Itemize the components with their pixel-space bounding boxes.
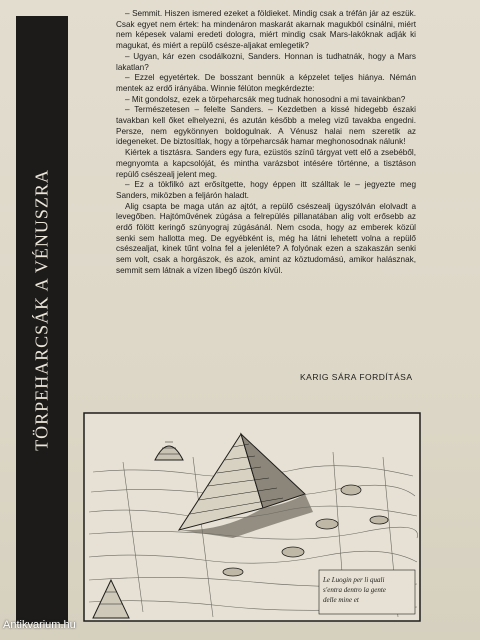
side-title: TÖRPEHARCSÁK A VÉNUSZRA [31, 169, 52, 451]
translator-credit: KARIG SÁRA FORDÍTÁSA [300, 372, 413, 382]
paragraph: – Mit gondolsz, ezek a törpeharcsák meg tudnak honosodni a mi tavainkban? [125, 94, 406, 104]
paragraph: – Ugyan, kár ezen csodálkozni, Sanders. Honnan is tudhatnák, hogy a Mars lakatlan? [116, 51, 416, 72]
watermark: Antikvarium.hu [3, 619, 76, 631]
figure-caption-line: Le Luogin per li quali [323, 576, 385, 584]
paragraph: Alig csapta be maga után az ajtót, a repülő csészealj ügyszólván elolvadt a levegőben. Hajtóművének zúgása a felrepülés pillanatában alig volt erősebb az erdő fölött keringő szúnyograj zúgásánál. Nem csoda, hogy az emberek közül senki sem hallotta meg. De egyébként is, még ha látni lehetett volna a repülő csészealjat, kinek tűnt volna fel a jelenléte? A folyónak ezen a szakaszán senki sem volt, csak a horgászok, és azok, amint az köztudomású, amikor halásznak, semmit sem látnak a vízen libegő úszón kívül. [116, 201, 416, 275]
paragraph: Kiértek a tisztásra. Sanders egy fura, ezüstös színű tárgyat vett elő a zsebéből, megnyomta a kapcsolóját, és mintha varázsbot intésére történne, a tisztáson repülő csészealj jelent meg. [116, 148, 416, 179]
paragraph: – Semmit. Hiszen ismered ezeket a földieket. Mindig csak a tréfán jár az eszük. Csak egyet nem értek: ha mindenáron maskarát akarnak magukból csinálni, miért nem képesek valami eredeti dologra, miért mindig csak Mars-lakóknak adják ki magukat, és miért a repülő csésze-aljakat emlegetik? [116, 9, 416, 51]
paragraph: – Ez a tökfilkó azt erősítgette, hogy éppen itt szálltak le – jegyezte meg Sanders, miközben a feljárón haladt. [116, 180, 416, 200]
paragraph: – Ezzel egyetértek. De bosszant bennük a képzelet teljes hiánya. Némán mentek az erdő irányába. Winnie félúton megkérdezte: [116, 73, 416, 93]
figure-caption-line: delle mine et [323, 596, 359, 604]
figure-caption-line: s'entra dentro la gente [323, 586, 386, 594]
pyramid-engraving-illustration [83, 412, 421, 622]
story-text-column [116, 9, 416, 277]
paragraph: – Természetesen – felelte Sanders. – Kezdetben a kissé hidegebb északi tavakban kell őket elhelyezni, és azután később a meleg vizű tavakba engedni. Persze, nem egykönnyen boldogulnak. A Vénusz halai nem szeretik az idegeneket. De biztosítlak, hogy a törpeharcsák hamar meghonosodnak nálunk! [116, 105, 416, 147]
